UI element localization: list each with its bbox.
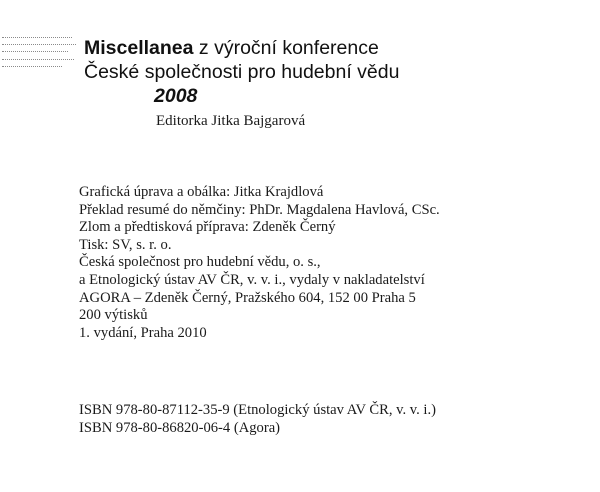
imprint-line-publisher-1: Česká společnost pro hudební vědu, o. s., <box>79 254 321 271</box>
isbn-line-agora: ISBN 978-80-86820-06-4 (Agora) <box>79 420 281 436</box>
isbn-line-etnologicky: ISBN 978-80-87112-35-9 (Etnologický ústav AV ČR, v. v. i.) <box>79 402 436 418</box>
title-lead-word: Miscellanea <box>84 37 194 59</box>
imprint-line-publisher-address: AGORA – Zdeněk Černý, Pražského 604, 152 00 Praha 5 <box>79 289 416 306</box>
imprint-line-typesetting: Zlom a předtisková příprava: Zdeněk Černý <box>79 219 336 236</box>
book-title <box>84 36 399 108</box>
imprint-line-graphic-design: Grafická úprava a obálka: Jitka Krajdlová <box>79 184 324 200</box>
title-line1-rest: z výroční konference <box>193 37 379 59</box>
imprint-block <box>79 184 440 342</box>
title-line2: České společnosti pro hudební vědu <box>84 61 400 83</box>
imprint-line-print-run: 200 výtisků <box>79 307 148 324</box>
title-year: 2008 <box>154 85 198 107</box>
isbn-block <box>79 401 436 437</box>
decorative-rules <box>0 35 80 71</box>
editor-credit: Editorka Jitka Bajgarová <box>156 113 306 129</box>
imprint-line-translation: Překlad resumé do němčiny: PhDr. Magdalena Havlová, CSc. <box>79 201 440 218</box>
imprint-line-edition: 1. vydání, Praha 2010 <box>79 324 207 341</box>
imprint-line-print: Tisk: SV, s. r. o. <box>79 236 172 253</box>
imprint-line-publisher-2: a Etnologický ústav AV ČR, v. v. i., vydaly v nakladatelství <box>79 271 425 288</box>
